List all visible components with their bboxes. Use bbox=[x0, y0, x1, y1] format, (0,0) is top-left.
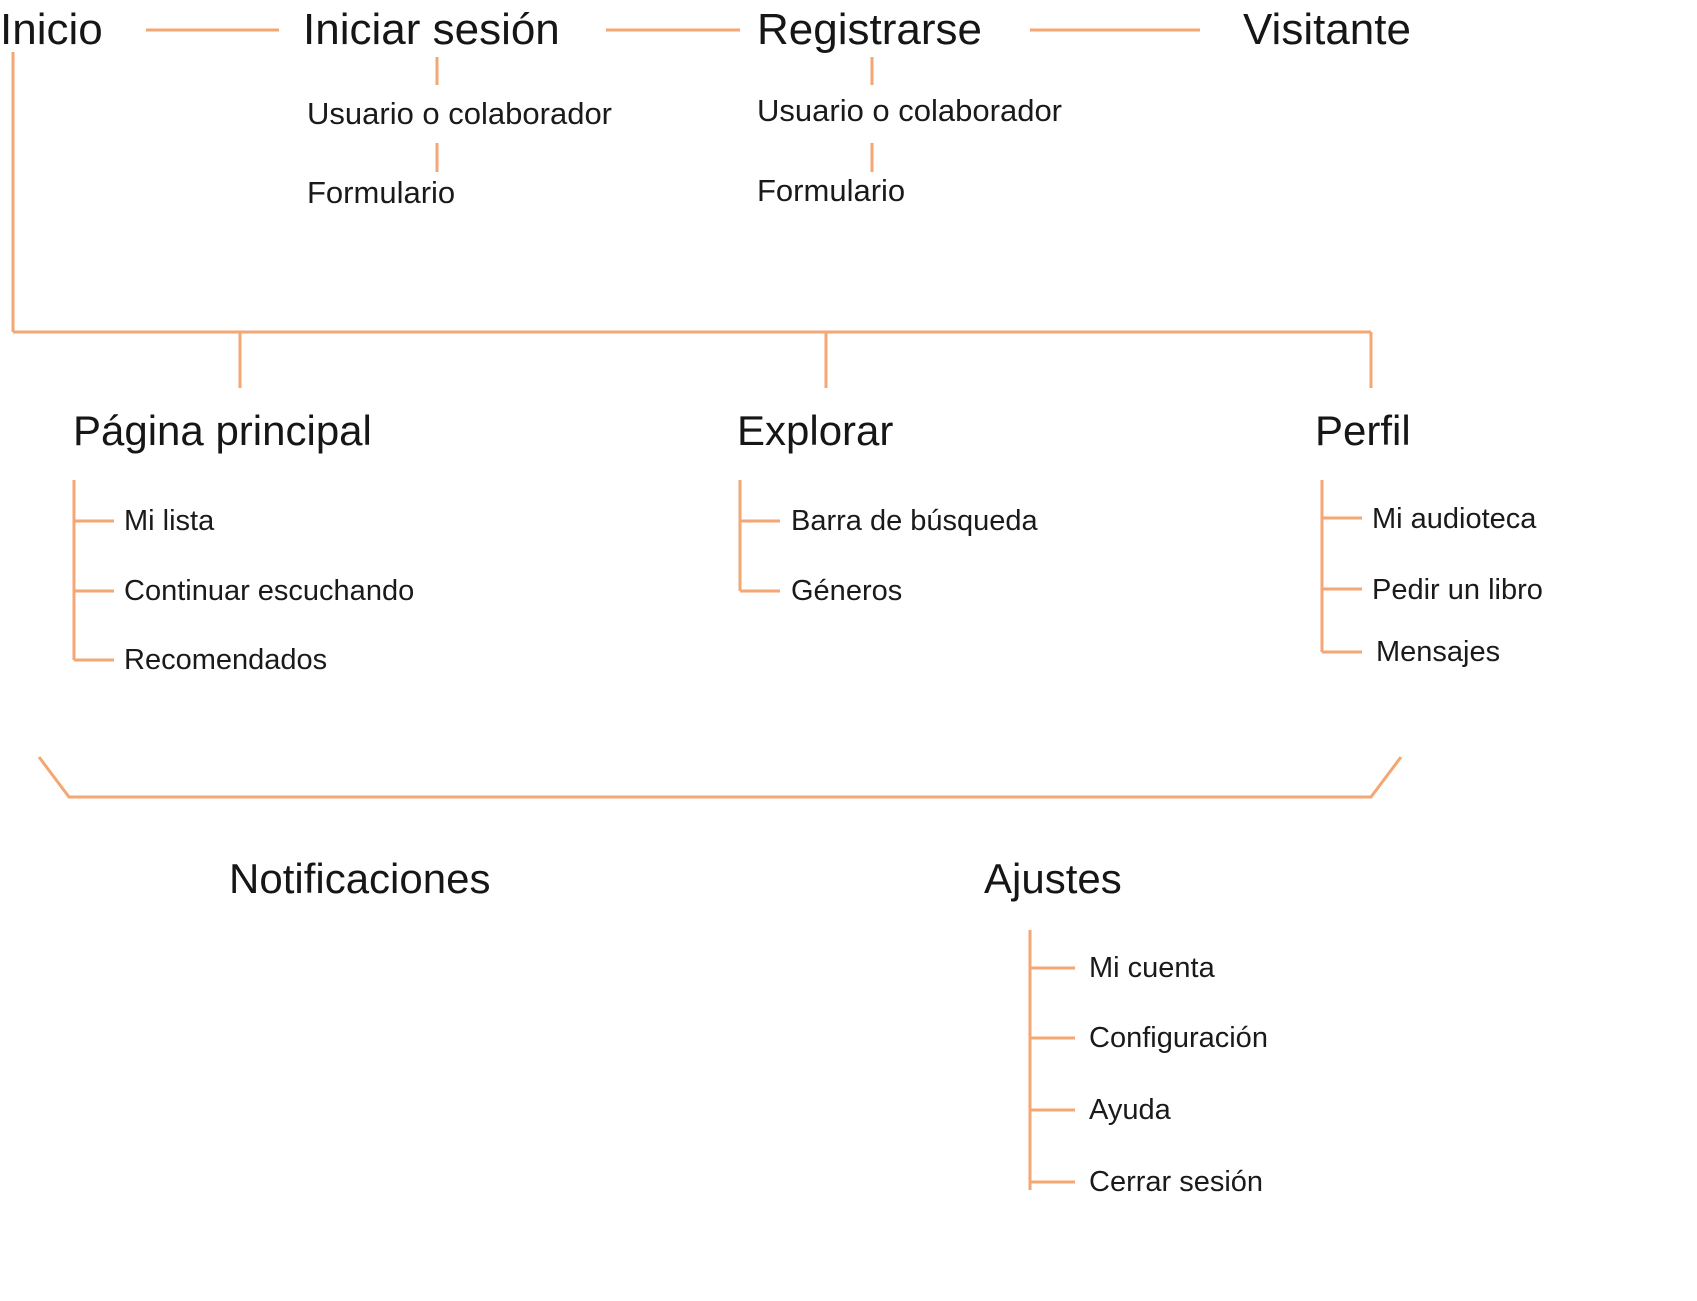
node-login-formulario[interactable]: Formulario bbox=[307, 175, 456, 210]
list-item-ajustes-2[interactable]: Ayuda bbox=[1089, 1094, 1171, 1126]
list-item-principal-0[interactable]: Mi lista bbox=[124, 505, 215, 537]
node-ajustes[interactable]: Ajustes bbox=[984, 855, 1122, 902]
list-item-perfil-1[interactable]: Pedir un libro bbox=[1372, 574, 1543, 606]
list-item-explorar-1[interactable]: Géneros bbox=[791, 575, 903, 607]
list-item-principal-1[interactable]: Continuar escuchando bbox=[124, 575, 415, 607]
node-pagina-principal[interactable]: Página principal bbox=[73, 407, 372, 454]
node-registro-usuario-colaborador[interactable]: Usuario o colaborador bbox=[757, 93, 1063, 128]
node-notificaciones[interactable]: Notificaciones bbox=[229, 855, 491, 902]
list-item-ajustes-1[interactable]: Configuración bbox=[1089, 1022, 1268, 1054]
node-login-usuario-colaborador[interactable]: Usuario o colaborador bbox=[307, 96, 613, 131]
list-item-ajustes-0[interactable]: Mi cuenta bbox=[1089, 952, 1215, 984]
list-item-perfil-2[interactable]: Mensajes bbox=[1376, 636, 1501, 668]
node-inicio[interactable]: Inicio bbox=[0, 5, 103, 54]
node-registrarse[interactable]: Registrarse bbox=[757, 5, 982, 54]
list-item-explorar-0[interactable]: Barra de búsqueda bbox=[791, 505, 1038, 537]
list-item-ajustes-3[interactable]: Cerrar sesión bbox=[1089, 1166, 1264, 1198]
list-item-perfil-0[interactable]: Mi audioteca bbox=[1372, 503, 1537, 535]
node-visitante[interactable]: Visitante bbox=[1243, 5, 1411, 54]
line-bottom-funnel bbox=[39, 757, 1401, 797]
node-iniciar-sesion[interactable]: Iniciar sesión bbox=[303, 5, 560, 54]
node-perfil[interactable]: Perfil bbox=[1315, 407, 1411, 454]
node-registro-formulario[interactable]: Formulario bbox=[757, 173, 906, 208]
node-explorar[interactable]: Explorar bbox=[737, 407, 894, 454]
list-item-principal-2[interactable]: Recomendados bbox=[124, 644, 328, 676]
